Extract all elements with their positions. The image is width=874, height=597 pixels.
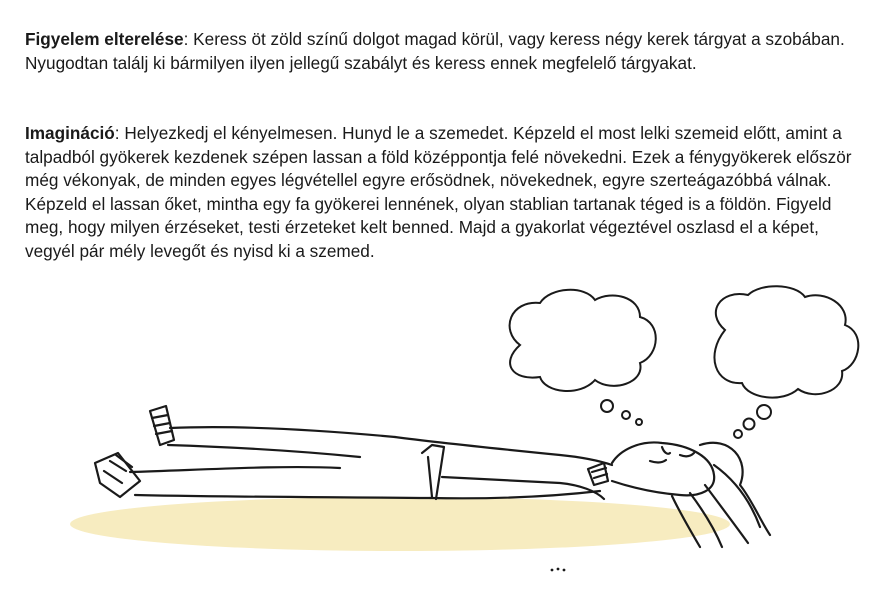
distraction-separator: : xyxy=(183,29,194,49)
imagination-separator: : xyxy=(114,123,125,143)
distraction-paragraph xyxy=(25,28,855,75)
distraction-body: Keress öt zöld színű dolgot magad körül, vagy keress négy kerek tárgyat a szobában. Nyugodtan találj ki bármilyen ilyen jellegű szabályt és keress ennek megfelelő tárgyakat. xyxy=(25,29,845,73)
imagination-paragraph xyxy=(25,122,855,263)
ground-shadow xyxy=(70,497,730,551)
relaxation-illustration xyxy=(0,285,874,597)
ground-dots xyxy=(551,568,566,572)
thought-bubble-icon xyxy=(510,286,859,438)
distraction-heading: Figyelem elterelése xyxy=(25,29,184,49)
imagination-heading: Imagináció xyxy=(25,123,115,143)
imagination-body: Helyezkedj el kényelmesen. Hunyd le a szemedet. Képzeld el most lelki szemeid előtt, amint a talpadból gyökerek kezdenek szépen lassan a föld középpontja felé növekedni. Ezek a fénygyökerek először még vékonyak, de minden egyes légvétellel egyre erősödnek, növekednek, egyre szerteágazóbbá válnak. Képzeld el lassan őket, mintha egy fa gyökerei lennének, olyan stablian tartanak téged is a földön. Figyeld meg, hogy milyen érzéseket, testi érzeteket kelt benned. Majd a gyakorlat végeztével oszlasd el a képet, vegyél pár mély levegőt és nyisd ki a szemed. xyxy=(25,123,852,261)
